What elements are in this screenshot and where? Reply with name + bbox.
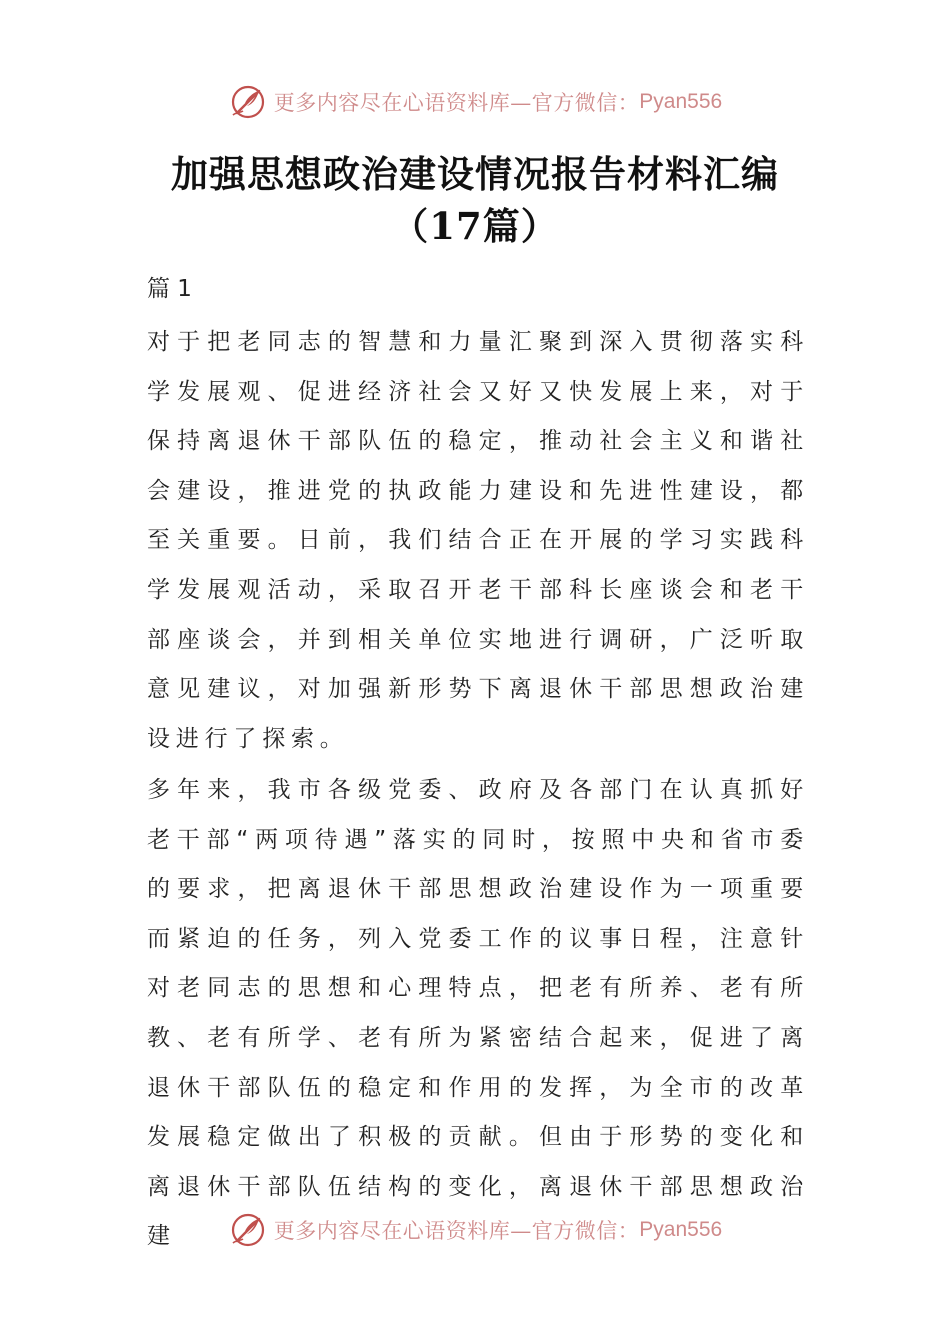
document-title (0, 148, 950, 252)
paragraph-1: 对于把老同志的智慧和力量汇聚到深入贯彻落实科学发展观、促进经济社会又好又快发展上来，对于保持离退休干部队伍的稳定，推动社会主义和谐社会建设，推进党的执政能力建设和先进性建设，都至关重要。日前，我们结合正在开展的学习实践科学发展观活动，采取召开老干部科长座谈会和老干部座谈会，并到相关单位实地进行调研，广泛听取意见建议，对加强新形势下离退休干部思想政治建设进行了探索。 (147, 329, 809, 752)
paragraph-2: 多年来，我市各级党委、政府及各部门在认真抓好老干部“两项待遇”落实的同时，按照中央和省市委的要求，把离退休干部思想政治建设作为一项重要而紧迫的任务，列入党委工作的议事日程，注意针对老同志的思想和心理特点，把老有所养、老有所教、老有所学、老有所为紧密结合起来，促进了离退休干部队伍的稳定和作用的发挥，为全市的改革发展稳定做出了积极的贡献。但由于形势的变化和离退休干部队伍结构的变化，离退休干部思想政治建 (147, 777, 809, 1250)
header-banner (0, 80, 950, 124)
title-line-1: 加强思想政治建设情况报告材料汇编 (171, 152, 779, 196)
footer-banner (0, 1208, 950, 1252)
quill-logo-icon (228, 1210, 268, 1250)
wechat-id: Pyan556 (639, 1218, 723, 1241)
banner-text: 更多内容尽在心语资料库—官方微信： (273, 91, 640, 115)
section-label: 篇 1 (147, 276, 192, 302)
banner-text: 更多内容尽在心语资料库—官方微信： (273, 1219, 640, 1243)
quill-logo-icon (228, 82, 268, 122)
wechat-id: Pyan556 (639, 90, 723, 113)
title-line-2: （17篇） (391, 204, 559, 248)
